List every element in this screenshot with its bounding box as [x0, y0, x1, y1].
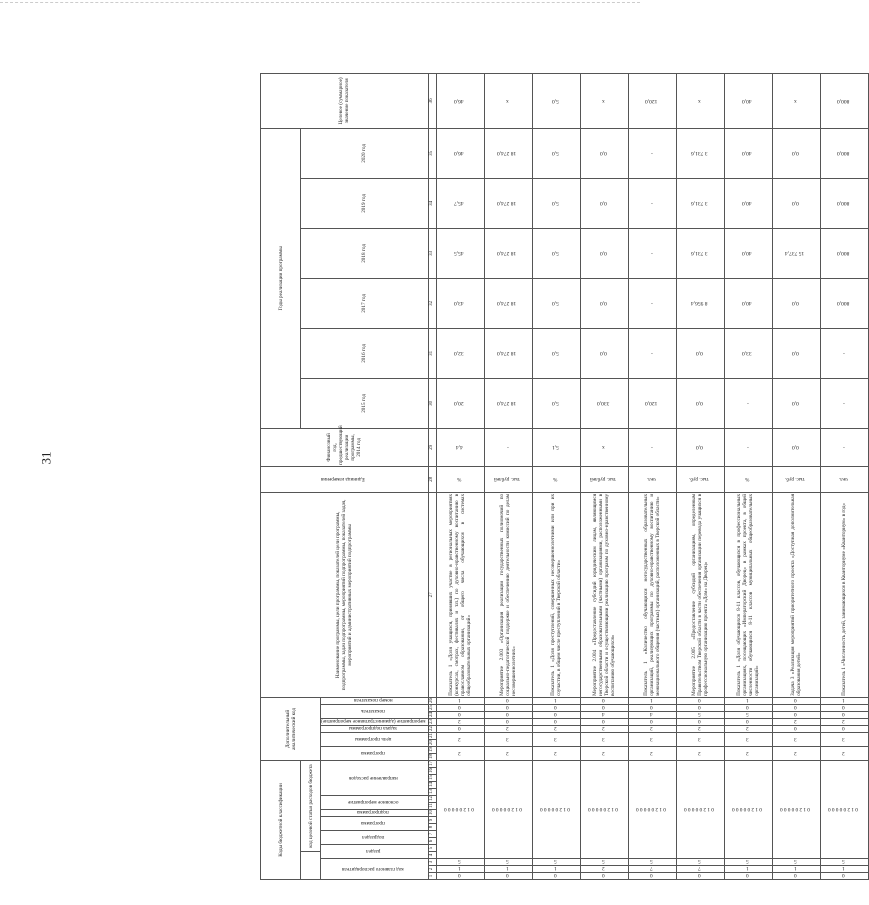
header-additional: Дополнительный аналитический код	[261, 697, 321, 760]
header-code-main	[301, 852, 321, 880]
column-number: 10	[429, 810, 435, 815]
add-code-cell: 0	[532, 712, 580, 719]
add-code-cell: 0	[532, 719, 580, 726]
description-cell: Мероприятие 2.005 «Предоставление субсидий организациям, определенным Правительством Тверской области в части обеспечения организации перевода учащихся в профессиональную организацию проекта «Дом» на Дворец»	[676, 492, 724, 697]
year-value-cell: -	[820, 328, 868, 378]
column-number: 12	[429, 796, 435, 801]
header-code-napravlenie: направление расходов	[348, 775, 398, 781]
add-code-cell: 0	[772, 705, 820, 712]
header-code-podrazdel: подраздел	[362, 834, 385, 841]
add-code-cell: 1	[820, 697, 868, 704]
column-number: 20	[429, 740, 435, 745]
year-value-cell: 0,0	[772, 278, 820, 328]
code-cell: 0 1 2 0 0 0 0 0	[820, 761, 868, 859]
column-number: 5	[428, 845, 436, 852]
year-value-cell: 5,0	[532, 278, 580, 328]
code-cell: 0	[580, 873, 628, 880]
code-cell: 0 1 2 0 0 0 0 0	[676, 761, 724, 859]
description-cell: Показатель 1 «Доля обучающихся 8-11 классов, обучающихся в профессиональных организациях, посещающих «Императорский Дворец» в рамках проекта, в общей численности обучающихся 8-11 классов муниципальных общеобразовательных организаций»	[724, 492, 772, 697]
table-header	[261, 73, 429, 879]
year-value-cell: 46,0	[436, 128, 484, 178]
add-code-cell: 2	[628, 747, 676, 761]
year-value-cell: 15 737,4	[772, 228, 820, 278]
code-cell: 0	[724, 873, 772, 880]
header-code-meropriyatie: основное мероприятие	[348, 799, 399, 806]
year-value-cell: -	[628, 228, 676, 278]
code-cell: 0 1 2 0 0 0 0 0	[772, 761, 820, 859]
table-row	[532, 73, 580, 879]
year-value-cell: 18 274,0	[484, 328, 532, 378]
code-cell: 5	[436, 859, 484, 866]
table-row	[724, 73, 772, 879]
add-code-cell: 0	[772, 697, 820, 704]
add-code-cell: 2	[772, 747, 820, 761]
final-value-cell: 120,0	[628, 73, 676, 128]
code-cell: 0	[820, 873, 868, 880]
add-code-cell: 1	[724, 697, 772, 704]
code-cell: 1	[772, 866, 820, 873]
code-cell: 7	[676, 866, 724, 873]
year-value-cell: 0,0	[772, 178, 820, 228]
header-final: Целевое (суммарное) значение показателя	[261, 73, 429, 128]
year-value-cell: 18 274,0	[484, 128, 532, 178]
column-number: 30	[428, 378, 436, 428]
add-code-cell: 0	[484, 705, 532, 712]
add-code-cell: 0	[676, 719, 724, 726]
unit-cell: тыс. руб.	[676, 466, 724, 492]
table-row	[772, 73, 820, 879]
add-code-cell: 0	[724, 719, 772, 726]
header-code-gr: код главного распорядителя	[342, 866, 405, 872]
add-code-cell: 2	[772, 719, 820, 726]
code-cell: 0 1 2 0 0 0 0 0	[436, 761, 484, 859]
add-code-cell: 2	[532, 747, 580, 761]
add-code-cell: 0	[820, 726, 868, 733]
description-cell: Показатель 1 «Доля преступлений, совершенных несовершеннолетними или при их соучастии, в общем числе преступлений в Тверской области»	[532, 492, 580, 697]
column-number: 7	[428, 831, 436, 838]
column-number: 29	[428, 428, 436, 466]
base-year-cell: -	[820, 428, 868, 466]
base-year-cell: 0,0	[676, 428, 724, 466]
add-code-cell: 0	[772, 726, 820, 733]
column-number: 22	[429, 726, 435, 731]
add-code-cell: 0	[724, 705, 772, 712]
add-code-cell: 3	[820, 733, 868, 747]
code-cell: 0 1 2 0 0 0 0 0	[580, 761, 628, 859]
column-number: 13	[429, 789, 435, 794]
header-add-cel: цель программы	[355, 736, 392, 743]
year-value-cell: 8 956,4	[676, 278, 724, 328]
add-code-cell: 0	[436, 705, 484, 712]
header-year-2015: 2015 год	[301, 378, 429, 428]
code-cell: 0	[532, 873, 580, 880]
description-cell: Показатель 1 «Количество обучающихся негосударственных образовательных организаций, реализующих программы по духовно-нравственному воспитанию и межнационального общения (частных) организаций, расположенных в Тверской области»	[628, 492, 676, 697]
unit-cell: тыс. рублей	[484, 466, 532, 492]
code-cell: 2	[580, 866, 628, 873]
base-year-cell: 4,4	[436, 428, 484, 466]
header-add-programma: программа	[361, 750, 386, 757]
year-value-cell: 20,0	[436, 378, 484, 428]
description-cell: Показатель 1 «Численность детей, занимающихся в Кванториуме «Кванториум» в год»	[820, 492, 868, 697]
code-cell: 7	[628, 866, 676, 873]
add-code-cell: 2	[484, 747, 532, 761]
add-code-cell: 2	[820, 747, 868, 761]
unit-cell: чел.	[820, 466, 868, 492]
add-code-cell: 2	[580, 726, 628, 733]
add-code-cell: 3	[628, 733, 676, 747]
column-number: 6	[428, 838, 436, 845]
column-number: 9	[428, 817, 436, 824]
description-cell: Мероприятие 2.003 «Организация реализации государственных полномочий по социально-педагогической поддержке и обеспечению деятельности комиссий по делам несовершеннолетних»	[484, 492, 532, 697]
add-code-cell: 2	[532, 726, 580, 733]
table-row	[484, 73, 532, 879]
year-value-cell: 40,0	[724, 278, 772, 328]
header-year-2019: 2019 год	[301, 178, 429, 228]
add-code-cell: 2	[724, 747, 772, 761]
code-cell: 1	[436, 866, 484, 873]
year-value-cell: 40,0	[724, 128, 772, 178]
base-year-cell: 5,1	[532, 428, 580, 466]
add-code-cell: 1	[628, 697, 676, 704]
year-value-cell: -	[820, 378, 868, 428]
year-value-cell: 5,0	[532, 328, 580, 378]
year-value-cell: 3 731,6	[676, 128, 724, 178]
add-code-cell: 5	[724, 712, 772, 719]
column-number: 25	[429, 705, 435, 710]
header-year-2017: 2017 год	[301, 278, 429, 328]
code-cell: 0 1 2 0 0 0 0 0	[532, 761, 580, 859]
year-value-cell: 800,0	[820, 228, 868, 278]
header-year-2020: 2020 год	[301, 128, 429, 178]
year-value-cell: 18 274,0	[484, 178, 532, 228]
year-value-cell: 0,0	[676, 378, 724, 428]
add-code-cell: 2	[436, 733, 484, 747]
add-code-cell: 3	[532, 733, 580, 747]
year-value-cell: 5,0	[532, 128, 580, 178]
code-cell: 0	[772, 873, 820, 880]
add-code-cell: 1	[532, 697, 580, 704]
description-cell: Мероприятие 2.004 «Предоставление субсидий юридическим лицам, являющимся негосударственными образовательными (частными) организациями, расположенными в Тверской области и осуществляющими реализацию программ по духовно-нравственному воспитанию обучающихся»	[580, 492, 628, 697]
program-table	[260, 73, 869, 880]
column-number: 4	[428, 852, 436, 859]
add-code-cell: 5	[676, 712, 724, 719]
year-value-cell: 0,0	[772, 378, 820, 428]
year-value-cell: 0,0	[676, 328, 724, 378]
table-row	[820, 73, 868, 879]
column-number: 24	[429, 712, 435, 717]
column-number: 2	[428, 866, 436, 873]
year-value-cell: 18 274,0	[484, 378, 532, 428]
unit-cell: %	[436, 466, 484, 492]
add-code-cell: 2	[484, 726, 532, 733]
year-value-cell: 40,0	[724, 178, 772, 228]
final-value-cell: 5,0	[532, 73, 580, 128]
header-add-pokazatel: показатель	[361, 708, 386, 715]
code-cell: 0	[676, 873, 724, 880]
year-value-cell: 0,0	[580, 228, 628, 278]
base-year-cell: -	[484, 428, 532, 466]
column-number: 1	[428, 873, 436, 880]
year-value-cell: -	[628, 328, 676, 378]
year-value-cell: -	[628, 128, 676, 178]
column-number: 17	[429, 761, 435, 766]
column-number: 11	[429, 803, 435, 808]
year-value-cell: -	[628, 178, 676, 228]
code-cell: 0 1 2 0 0 0 0 0	[484, 761, 532, 859]
column-number: 16	[429, 768, 435, 773]
column-number: 21	[429, 733, 435, 738]
year-value-cell: 18 274,0	[484, 228, 532, 278]
code-cell: 1	[724, 866, 772, 873]
code-cell: 5	[580, 859, 628, 866]
add-code-cell: 4	[628, 712, 676, 719]
unit-cell: тыс. руб.	[772, 466, 820, 492]
column-number: 32	[428, 278, 436, 328]
code-cell: 0	[628, 873, 676, 880]
unit-cell: тыс. рублей	[580, 466, 628, 492]
add-code-cell: 0	[676, 705, 724, 712]
add-code-cell: 2	[628, 726, 676, 733]
add-code-cell: 0	[484, 712, 532, 719]
add-code-cell: 0	[772, 712, 820, 719]
code-cell: 5	[772, 859, 820, 866]
add-code-cell: 2	[436, 719, 484, 726]
add-code-cell: 0	[436, 712, 484, 719]
header-year-2016: 2016 год	[301, 328, 429, 378]
header-name: Наименование программы, цели программы, показателей цели программы, подпрограммы, задач подпрограммы, мероприятий подпрограммы, показателей задач, мероприятий и административных мероприятий подпрограммы	[261, 492, 429, 697]
add-code-cell: 0	[580, 705, 628, 712]
unit-cell: %	[532, 466, 580, 492]
base-year-cell: x	[580, 428, 628, 466]
code-cell: 5	[820, 859, 868, 866]
scan-edge	[0, 2, 640, 3]
year-value-cell: 5,0	[532, 178, 580, 228]
column-number: 15	[429, 775, 435, 780]
year-value-cell: -	[724, 378, 772, 428]
year-value-cell: 800,0	[820, 128, 868, 178]
column-number: 36	[428, 73, 436, 128]
year-value-cell: 45,5	[436, 228, 484, 278]
year-value-cell: 33,0	[724, 328, 772, 378]
add-code-cell: 3	[772, 733, 820, 747]
header-year-2018: 2018 год	[301, 228, 429, 278]
add-code-cell: 0	[436, 726, 484, 733]
code-cell: 1	[532, 866, 580, 873]
year-value-cell: 120,0	[628, 378, 676, 428]
code-cell: 5	[724, 859, 772, 866]
year-value-cell: 800,0	[820, 278, 868, 328]
column-number: 23	[429, 719, 435, 724]
final-value-cell: x	[772, 73, 820, 128]
table-row	[628, 73, 676, 879]
final-value-cell: x	[580, 73, 628, 128]
add-code-cell: 0	[580, 719, 628, 726]
add-code-cell: 3	[676, 733, 724, 747]
code-cell: 1	[484, 866, 532, 873]
description-cell: Показатель 1 «Доля учащихся, принявших участие в региональных мероприятиях (конкурсах, смотрах, фестивалях и т.п.) по духовно-нравственному воспитанию в православном образовании, от общего числа обучающихся в системах общеобразовательных организаций»	[436, 492, 484, 697]
add-code-cell: 2	[580, 747, 628, 761]
column-number: 18	[429, 754, 435, 759]
rotated-sheet	[260, 77, 860, 880]
add-code-cell: 2	[676, 726, 724, 733]
add-code-cell: 0	[532, 705, 580, 712]
column-number: 14	[429, 782, 435, 787]
table-row	[580, 73, 628, 879]
column-number: 19	[429, 747, 435, 752]
add-code-cell: 2	[436, 747, 484, 761]
code-cell: 0 1 2 0 0 0 0 0	[724, 761, 772, 859]
column-number: 28	[428, 466, 436, 492]
column-number: 8	[428, 824, 436, 831]
add-code-cell: 0	[628, 719, 676, 726]
add-code-cell: 0	[820, 712, 868, 719]
code-cell: 0	[436, 873, 484, 880]
base-year-cell: -	[628, 428, 676, 466]
year-value-cell: 800,0	[820, 178, 868, 228]
final-value-cell: x	[484, 73, 532, 128]
column-number-row	[428, 73, 436, 879]
header-code-podprogramma: подпрограмма	[357, 809, 390, 815]
column-number: 27	[428, 492, 436, 697]
add-code-cell: 0	[676, 697, 724, 704]
add-code-cell: 3	[724, 733, 772, 747]
header-add-nomer: номер показателя	[353, 697, 393, 703]
year-value-cell: 0,0	[580, 128, 628, 178]
column-number: 26	[429, 698, 435, 703]
final-value-cell: 800,0	[820, 73, 868, 128]
base-year-cell: 0,0	[772, 428, 820, 466]
code-cell: 0	[484, 873, 532, 880]
add-code-cell: 3	[484, 733, 532, 747]
add-code-cell: 0	[628, 705, 676, 712]
year-value-cell: 3 731,6	[676, 178, 724, 228]
header-code-programma: программа	[361, 820, 386, 827]
add-code-cell: 0	[484, 697, 532, 704]
year-value-cell: 0,0	[580, 278, 628, 328]
table-body	[428, 73, 868, 879]
table-row	[676, 73, 724, 879]
year-value-cell: 5,0	[532, 228, 580, 278]
year-value-cell: -	[628, 278, 676, 328]
final-value-cell: x	[676, 73, 724, 128]
add-code-cell: 2	[676, 747, 724, 761]
header-add-zadacha: задача подпрограммы	[349, 725, 398, 731]
header-unit: Единица измерения	[261, 466, 429, 492]
code-cell: 0 1 2 0 0 0 0 0	[628, 761, 676, 859]
code-cell: 5	[484, 859, 532, 866]
add-code-cell: 1	[436, 697, 484, 704]
unit-cell: %	[724, 466, 772, 492]
add-code-cell: 0	[820, 705, 868, 712]
year-value-cell: 0,0	[772, 128, 820, 178]
add-code-cell: 2	[820, 719, 868, 726]
add-code-cell: 4	[580, 712, 628, 719]
year-value-cell: 3 731,6	[676, 228, 724, 278]
year-value-cell: 43,0	[436, 278, 484, 328]
code-cell: 1	[820, 866, 868, 873]
add-code-cell: 0	[580, 697, 628, 704]
year-value-cell: 40,0	[724, 228, 772, 278]
column-number: 34	[428, 178, 436, 228]
page-number: 31	[38, 451, 54, 465]
year-value-cell: 330,0	[580, 378, 628, 428]
year-value-cell: 45,7	[436, 178, 484, 228]
column-number: 33	[428, 228, 436, 278]
final-value-cell: 40,0	[724, 73, 772, 128]
column-number: 35	[428, 128, 436, 178]
header-codes-sub: код целевой статьи расходов бюджета	[301, 761, 321, 852]
header-add-meropriyatie: мероприятие (административное мероприятие)	[321, 718, 426, 724]
year-value-cell: 32,0	[436, 328, 484, 378]
year-value-cell: 0,0	[580, 328, 628, 378]
code-cell: 5	[532, 859, 580, 866]
table-row	[436, 73, 484, 879]
column-number: 3	[428, 859, 436, 866]
code-cell: 5	[628, 859, 676, 866]
add-code-cell: 0	[484, 719, 532, 726]
column-number: 31	[428, 328, 436, 378]
final-value-cell: 46,0	[436, 73, 484, 128]
header-years: Годы реализации программы	[261, 128, 301, 428]
code-cell: 5	[676, 859, 724, 866]
year-value-cell: 0,0	[580, 178, 628, 228]
year-value-cell: 5,0	[532, 378, 580, 428]
year-value-cell: 0,0	[772, 328, 820, 378]
unit-cell: чел.	[628, 466, 676, 492]
header-code-razdel: раздел	[366, 848, 381, 855]
base-year-cell: -	[724, 428, 772, 466]
add-code-cell: 2	[724, 726, 772, 733]
year-value-cell: 18 274,0	[484, 278, 532, 328]
description-cell: Задача 3 «Реализация мероприятий приоритетного проекта «Доступная дополнительная образования детей»	[772, 492, 820, 697]
header-codes: Коды бюджетной классификации	[261, 761, 301, 880]
header-base-year: Финансовый год, предшествующий реализации программы, 2014 год	[261, 428, 429, 466]
add-code-cell: 3	[580, 733, 628, 747]
